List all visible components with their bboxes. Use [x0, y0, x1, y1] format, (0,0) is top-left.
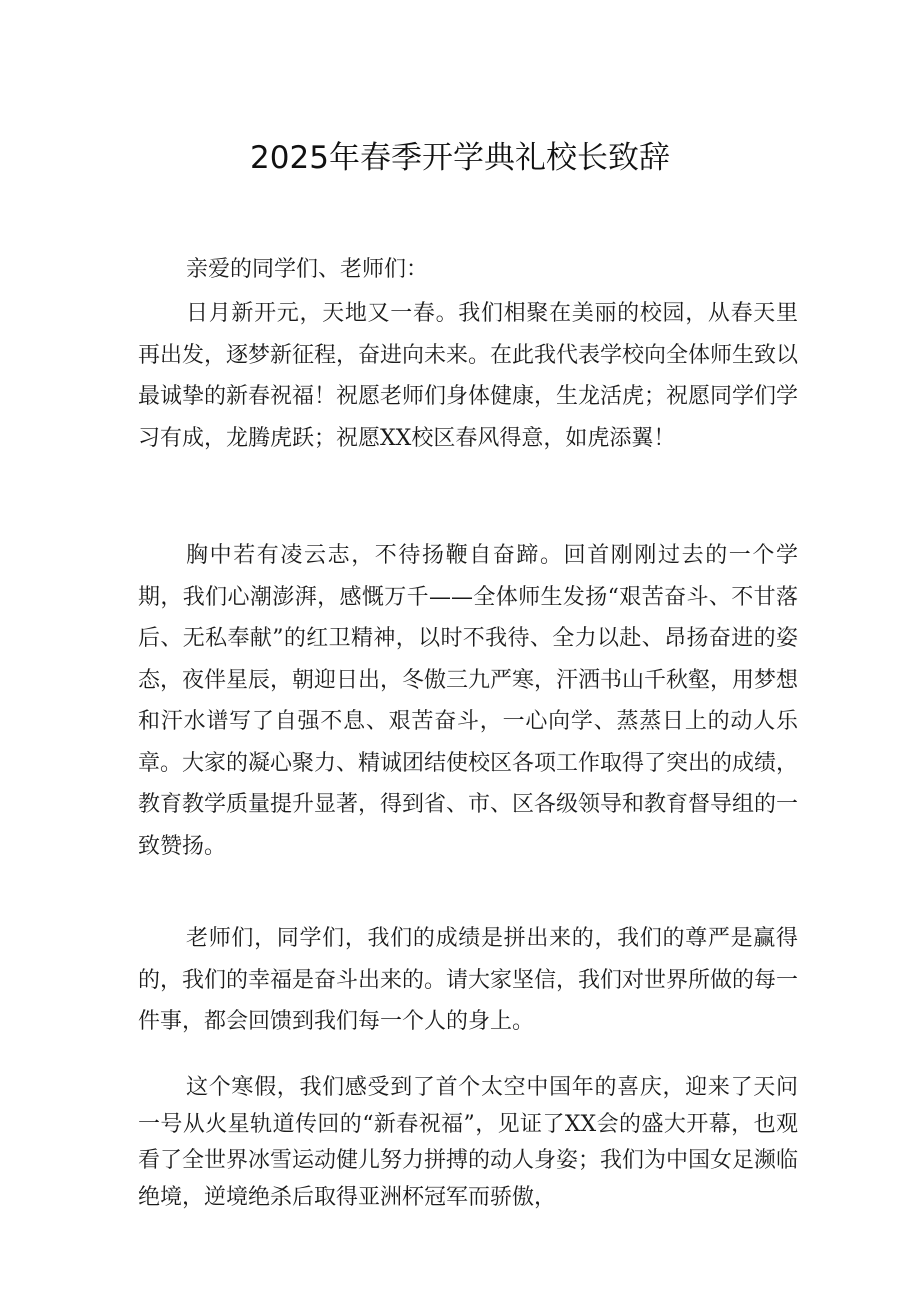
document-title: 2025年春季开学典礼校长致辞 — [250, 140, 670, 176]
paragraph-block-3 — [138, 918, 798, 1043]
paragraph-4: 这个寒假，我们感受到了首个太空中国年的喜庆，迎来了天问一号从火星轨道传回的“新春祝福”，见证了XX会的盛大开幕，也观看了全世界冰雪运动健儿努力拼搏的动人身姿；我们为中国女足濒临绝境，逆境绝杀后取得亚洲杯冠军而骄傲， — [138, 1075, 799, 1210]
paragraph-block-1 — [138, 293, 798, 459]
paragraph-block-2 — [138, 535, 798, 867]
paragraph-block-4 — [138, 1070, 798, 1216]
greeting-line: 亲爱的同学们、老师们： — [186, 257, 429, 282]
paragraph-3: 老师们，同学们，我们的成绩是拼出来的，我们的尊严是赢得的，我们的幸福是奋斗出来的。请大家坚信，我们对世界所做的每一件事，都会回馈到我们每一个人的身上。 — [138, 926, 799, 1034]
paragraph-1: 日月新开元，天地又一春。我们相聚在美丽的校园，从春天里再出发，逐梦新征程，奋进向未来。在此我代表学校向全体师生致以最诚挚的新春祝福！祝愿老师们身体健康，生龙活虎；祝愿同学们学习有成，龙腾虎跃；祝愿XX校区春风得意，如虎添翼！ — [138, 301, 799, 451]
greeting-block — [138, 249, 798, 291]
paragraph-2: 胸中若有凌云志，不待扬鞭自奋蹄。回首刚刚过去的一个学期，我们心潮澎湃，感慨万千——全体师生发扬“艰苦奋斗、不甘落后、无私奉献”的红卫精神，以时不我待、全力以赴、昂扬奋进的姿态，夜伴星辰，朝迎日出，冬傲三九严寒，汗洒书山千秋壑，用梦想和汗水谱写了自强不息、艰苦奋斗，一心向学、蒸蒸日上的动人乐章。大家的凝心聚力、精诚团结使校区各项工作取得了突出的成绩，教育教学质量提升显著，得到省、市、区各级领导和教育督导组的一致赞扬。 — [138, 543, 799, 859]
